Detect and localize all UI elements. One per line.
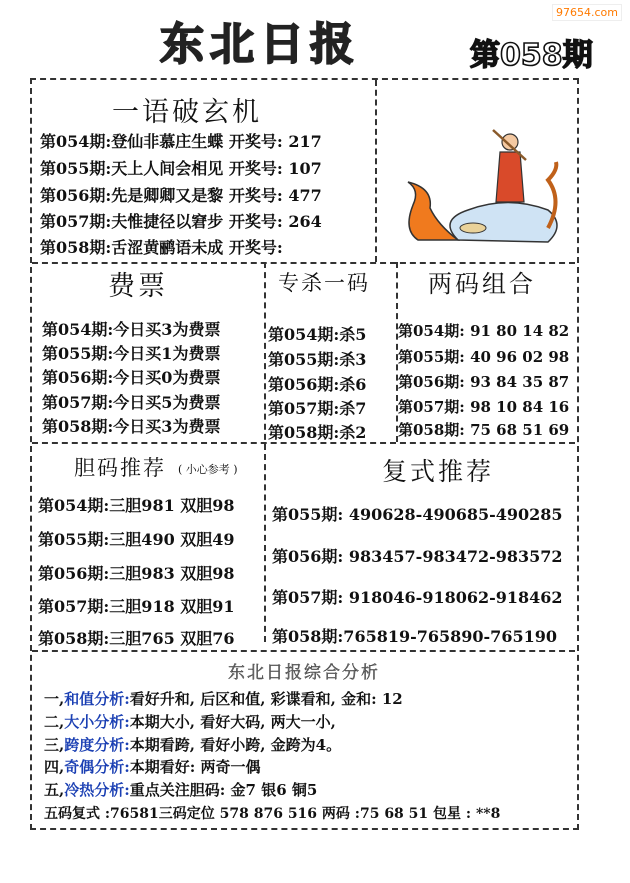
twocode-row: 第055期: 40 96 02 98 <box>398 348 570 366</box>
feiticket-row: 第055期:今日买1为费票 <box>42 344 221 363</box>
analysis-number: 一, <box>44 690 65 708</box>
site-watermark: 97654.com <box>552 4 622 21</box>
dan-row: 第056期:三胆983 双胆98 <box>38 564 235 583</box>
fushi-title: 复式推荐 <box>382 457 495 486</box>
analysis-value: 看好升和, 后区和值, 彩谍看和, 金和: 12 <box>129 690 403 708</box>
riddle-row: 第057期:夫惟捷径以窘步 开奖号: 264 <box>40 212 322 231</box>
analysis-value: 本期看跨, 看好小跨, 金跨为4。 <box>129 736 342 754</box>
riddle-row: 第055期:天上人间会相见 开奖号: 107 <box>40 159 322 178</box>
riddle-title: 一语破玄机 <box>112 97 262 128</box>
feiticket-title: 费票 <box>108 271 168 302</box>
dan-row: 第058期:三胆765 双胆76 <box>38 629 235 648</box>
twocode-row: 第056期: 93 84 35 87 <box>398 373 570 391</box>
analysis-value: 重点关注胆码: 金7 银6 铜5 <box>129 781 318 799</box>
kill-row: 第057期:杀7 <box>268 399 367 418</box>
monk-illustration <box>398 110 568 250</box>
twocode-row: 第057期: 98 10 84 16 <box>398 398 570 416</box>
bottom-summary: 五码复式 :76581三码定位 578 876 516 两码 :75 68 51 包星 : **8 <box>44 806 501 822</box>
kill-row: 第054期:杀5 <box>268 325 367 344</box>
analysis-key: 大小分析: <box>64 713 130 731</box>
dan-note: ( 小心参考 ) <box>178 463 238 476</box>
analysis-number: 五, <box>44 781 65 799</box>
analysis-row <box>44 756 261 777</box>
feiticket-row: 第058期:今日买3为费票 <box>42 417 221 436</box>
analysis-number: 二, <box>44 713 65 731</box>
divider <box>264 262 266 642</box>
dan-row: 第055期:三胆490 双胆49 <box>38 530 235 549</box>
analysis-row <box>44 711 336 732</box>
masthead-title: 东北日报 <box>160 19 360 70</box>
analysis-number: 四, <box>44 758 65 776</box>
twocode-row: 第054期: 91 80 14 82 <box>398 322 570 340</box>
dan-row: 第057期:三胆918 双胆91 <box>38 597 235 616</box>
analysis-row <box>44 734 341 755</box>
kill-row: 第058期:杀2 <box>268 423 367 442</box>
feiticket-row: 第054期:今日买3为费票 <box>42 320 221 339</box>
riddle-row: 第056期:先是卿卿又是黎 开奖号: 477 <box>40 186 322 205</box>
feiticket-row: 第056期:今日买0为费票 <box>42 368 221 387</box>
analysis-key: 跨度分析: <box>64 736 130 754</box>
analysis-number: 三, <box>44 736 65 754</box>
dan-title: 胆码推荐 <box>74 456 166 480</box>
feiticket-row: 第057期:今日买5为费票 <box>42 393 221 412</box>
analysis-row <box>44 688 403 709</box>
issue-number: 第058期 <box>470 38 593 73</box>
divider <box>32 650 575 652</box>
analysis-row <box>44 779 317 800</box>
kill-row: 第055期:杀3 <box>268 350 367 369</box>
fushi-row: 第055期: 490628-490685-490285 <box>272 505 563 524</box>
riddle-row: 第054期:登仙非慕庄生蝶 开奖号: 217 <box>40 132 322 151</box>
analysis-key: 冷热分析: <box>64 781 130 799</box>
kill-title: 专杀一码 <box>278 271 370 295</box>
analysis-key: 奇偶分析: <box>64 758 130 776</box>
fushi-row: 第056期: 983457-983472-983572 <box>272 547 563 566</box>
dan-row: 第054期:三胆981 双胆98 <box>38 496 235 515</box>
analysis-value: 本期大小, 看好大码, 两大一小, <box>129 713 336 731</box>
analysis-value: 本期看好: 两奇一偶 <box>129 758 261 776</box>
kill-row: 第056期:杀6 <box>268 375 367 394</box>
riddle-row: 第058期:舌涩黄鹂语未成 开奖号: <box>40 238 283 257</box>
fushi-row: 第057期: 918046-918062-918462 <box>272 588 563 607</box>
twocode-row: 第058期: 75 68 51 69 <box>398 421 570 439</box>
analysis-key: 和值分析: <box>64 690 130 708</box>
analysis-title: 东北日报综合分析 <box>228 663 380 683</box>
divider <box>375 80 377 262</box>
fushi-row: 第058期:765819-765890-765190 <box>272 627 557 646</box>
twocode-title: 两码组合 <box>428 270 536 298</box>
